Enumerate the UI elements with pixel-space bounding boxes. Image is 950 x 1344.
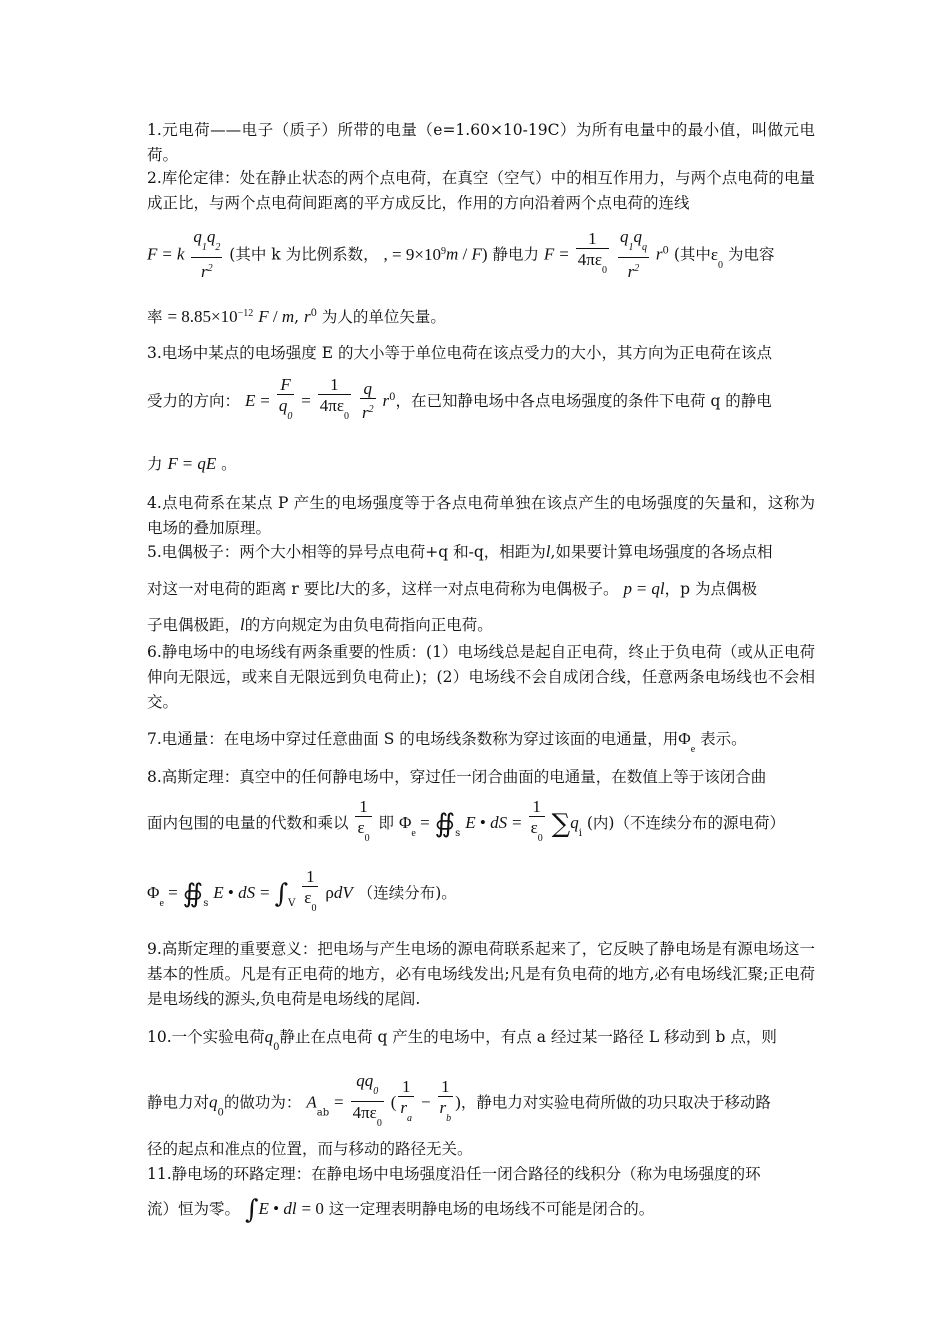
field-formula-line: 受力的方向： E = $\frac{F}{q_0}$ = $\frac{1}{4\pi\varepsilon_0}$ $\frac{q}{r^2}$ $r^0$，在已知静电场中各点电场强度的条件下电荷 q 的静电 [147,375,772,422]
paragraph-1: 1.元电荷——电子（质子）所带的电量（e=1.60×10-19C）为所有电量中的最小值，叫做元电荷。 [147,121,815,164]
permittivity-line: 率 = $8.85\times 10^{-12}$ F / m, $r^0$ 为人的单位矢量。 [147,307,446,326]
coulomb-formula-line: F = k $\frac{q_1q_2}{r^2}$ (其中 k 为比例系数， , = $9\times 10^9m / F$) 静电力 F = $\frac{1}{4\pi\varepsilon_0}$ $\frac{q_1q_q}{r^2}$ $r^0$ (其中$\varepsilon_0$ 为电容 [147,227,775,281]
paragraph-6: 6.静电场中的电场线有两条重要的性质：(1）电场线总是起自正电荷，终止于负电荷（或从正电荷伸向无限远，或来自无限远到负电荷止)；(2）电场线不会自成闭合线，任意两条电场线也不会相交。 [147,643,815,711]
paragraph-10-line3: 径的起点和准点的位置，而与移动的路径无关。 [147,1140,473,1158]
circulation-line: 流）恒为零。 ∫E • dl = 0 这一定理表明静电场的电场线不可能是闭合的。 [147,1195,655,1225]
paragraph-11: 11.静电场的环路定理：在静电场中电场强度沿任一闭合路径的线积分（称为电场强度的环 [147,1165,761,1183]
force-line: 力 F = qE 。 [147,454,237,473]
paragraph-3: 3.电场中某点的电场强度 E 的大小等于单位电荷在该点受力的大小，其方向为正电荷在该点 [147,344,772,362]
fraction: $\frac{q_1q_2}{r^2}$ [193,227,221,281]
paragraph-5-line1: 5.电偶极子：两个大小相等的异号点电荷+q 和-q，相距为l,如果要计算电场强度的各场点相 [147,542,773,561]
paragraph-9: 9.高斯定理的重要意义：把电场与产生电场的源电荷联系起来了，它反映了静电场是有源电场这一基本的性质。凡是有正电荷的地方，必有电场线发出;凡是有负电荷的地方,必有电场线汇聚;正电荷是电场线的源头,负电荷是电场线的尾闾. [147,940,815,1008]
paragraph-5-line3: 子电偶极距，l的方向规定为由负电荷指向正电荷。 [147,615,493,634]
gauss-continuous-line: $\Phi_e$ = $∯_s$ E • dS = $\int_V$ $\frac{1}{\varepsilon_0}$ ρdV （连续分布)。 [147,867,457,914]
paragraph-2: 2.库伦定律：处在静止状态的两个点电荷，在真空（空气）中的相互作用力，与两个点电荷的电量成正比，与两个点电荷间距离的平方成反比，作用的方向沿着两个点电荷的连线 [147,169,815,212]
gauss-formula-line: 面内包围的电量的代数和乘以 $\frac{1}{\varepsilon_0}$ 即 $\Phi_e$ = $∯_s$ E • dS = $\frac{1}{\varepsilon_0}$ $\sum q_i$ (内)（不连续分布的源电荷） [147,797,785,844]
paragraph-10-line1: 10.一个实验电荷$q_0$静止在点电荷 q 产生的电场中，有点 a 经过某一路径 L 移动到 b 点，则 [147,1027,777,1053]
paragraph-5-line2: 对这一对电荷的距离 r 要比l大的多，这样一对点电荷称为电偶极子。 p = ql，p 为点偶极 [147,579,758,598]
paragraph-7: 7.电通量：在电场中穿过任意曲面 S 的电场线条数称为穿过该面的电通量，用$\Phi_e$ 表示。 [147,729,747,755]
paragraph-4: 4.点电荷系在某点 P 产生的电场强度等于各点电荷单独在该点产生的电场强度的矢量和，这称为电场的叠加原理。 [147,494,815,537]
paragraph-8: 8.高斯定理：真空中的任何静电场中，穿过任一闭合曲面的电通量，在数值上等于该闭合曲 [147,768,767,786]
work-formula-line: 静电力对$q_0$的做功为： $A_{ab}$ = $\frac{qq_0}{4\pi\varepsilon_0}$ ( $\frac{1}{r_a}$ − $\frac{1}{r_b}$ )，静电力对实验电荷所做的功只取决于移动路 [147,1071,771,1129]
